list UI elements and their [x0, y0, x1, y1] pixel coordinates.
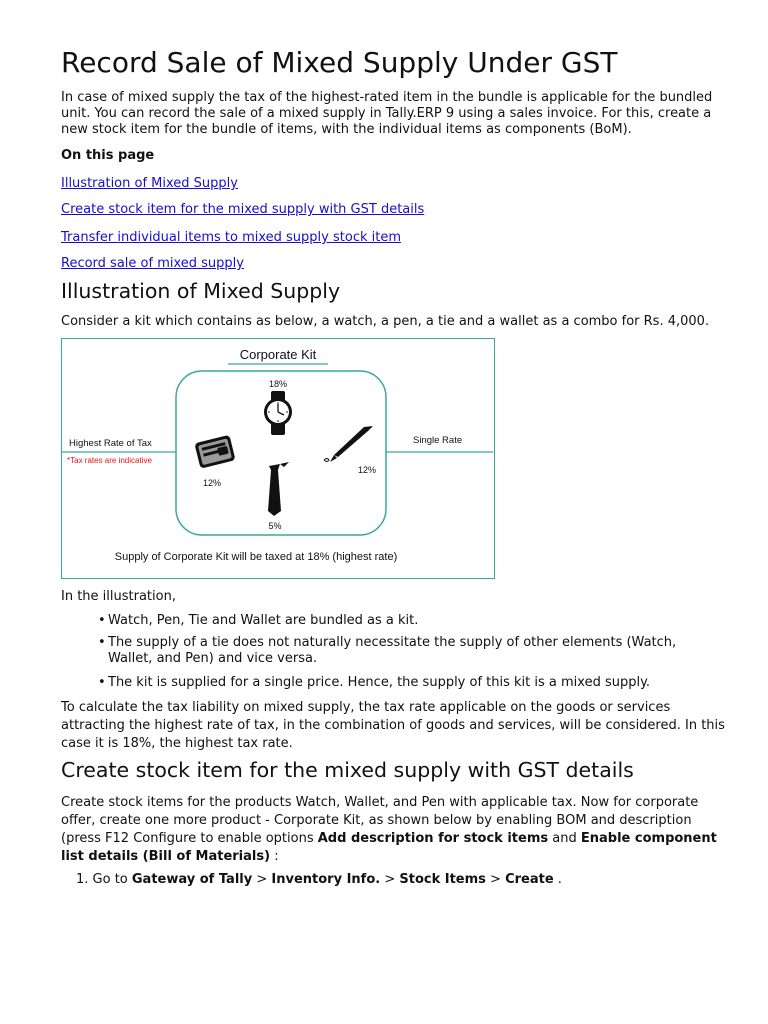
toc-link-transfer-items[interactable]: Transfer individual items to mixed supply stock item: [61, 230, 401, 245]
step-separator: >: [252, 872, 272, 887]
pen-rate: 12%: [357, 465, 377, 475]
section-heading-create-stock-item: Create stock item for the mixed supply with GST details: [61, 758, 634, 782]
step-path-part: Inventory Info.: [271, 872, 381, 887]
bullet-dot: •: [98, 613, 106, 628]
bullet-dot: •: [98, 635, 106, 650]
bullet-dot: •: [98, 675, 106, 690]
wallet-rate: 12%: [202, 478, 222, 488]
bullet-item: [98, 613, 708, 629]
watch-rate: 18%: [268, 379, 288, 389]
corporate-kit-diagram: [62, 339, 493, 577]
bullet-item: [98, 675, 708, 691]
toc-link-illustration[interactable]: Illustration of Mixed Supply: [61, 176, 238, 191]
intro-paragraph: In case of mixed supply the tax of the highest-rated item in the bundle is applicable for the bundled unit. You can record the sale of a mixed supply in Tally.ERP 9 using a sales invoice. For this, create a new stock item for the bundle of items, with the individual items as components (BoM).: [61, 90, 713, 137]
conclusion-paragraph: To calculate the tax liability on mixed supply, the tax rate applicable on the goods or services attracting the highest rate of tax, in the combination of goods and services, will be considered. In this case it is 18%, the highest tax rate.: [61, 700, 725, 751]
para-text: and: [548, 831, 581, 846]
toc-link-record-sale[interactable]: Record sale of mixed supply: [61, 256, 244, 271]
bullet-text: The supply of a tie does not naturally necessitate the supply of other elements (Watch, Wallet, and Pen) and vice versa.: [108, 635, 677, 666]
figure-caption: Supply of Corporate Kit will be taxed at 18% (highest rate): [114, 551, 398, 563]
tie-rate: 5%: [268, 521, 282, 531]
step-item: [76, 872, 562, 887]
step-end: .: [553, 872, 562, 887]
toc-link-create-stock-item[interactable]: Create stock item for the mixed supply with GST details: [61, 202, 425, 217]
step-text: Go to: [92, 872, 132, 887]
in-illustration-text: In the illustration,: [61, 589, 176, 604]
para-bold-option: Add description for stock items: [317, 831, 549, 846]
para-text: :: [270, 849, 279, 864]
para-bold-option: Enable component list details (Bill of Materials): [61, 831, 717, 864]
on-this-page-heading: On this page: [61, 148, 155, 163]
step-number: 1.: [76, 872, 89, 887]
indicative-note: *Tax rates are indicative: [67, 456, 152, 465]
step-path-part: Create: [505, 872, 554, 887]
step-path-part: Stock Items: [399, 872, 486, 887]
illustration-lead: Consider a kit which contains as below, a watch, a pen, a tie and a wallet as a combo for Rs. 4,000.: [61, 314, 710, 329]
step-separator: >: [485, 872, 506, 887]
create-stock-item-paragraph: [61, 794, 726, 866]
bullet-text: Watch, Pen, Tie and Wallet are bundled as a kit.: [108, 613, 419, 628]
section-heading-illustration: Illustration of Mixed Supply: [61, 279, 341, 303]
corporate-kit-figure: [61, 338, 495, 579]
step-separator: >: [380, 872, 400, 887]
step-path-part: Gateway of Tally: [131, 872, 253, 887]
highest-rate-label: Highest Rate of Tax: [69, 438, 152, 449]
figure-title: Corporate Kit: [239, 347, 317, 362]
bullet-text: The kit is supplied for a single price. Hence, the supply of this kit is a mixed supply.: [108, 675, 651, 690]
page-title: Record Sale of Mixed Supply Under GST: [61, 46, 618, 79]
single-rate-label: Single Rate: [413, 435, 463, 446]
bullet-item: [98, 635, 698, 667]
para-text: Create stock items for the products Watch, Wallet, and Pen with applicable tax. Now for corporate offer, create one more product - Corporate Kit, as shown below by enabling BOM and description (press F12 Configure to enable options: [61, 795, 699, 846]
